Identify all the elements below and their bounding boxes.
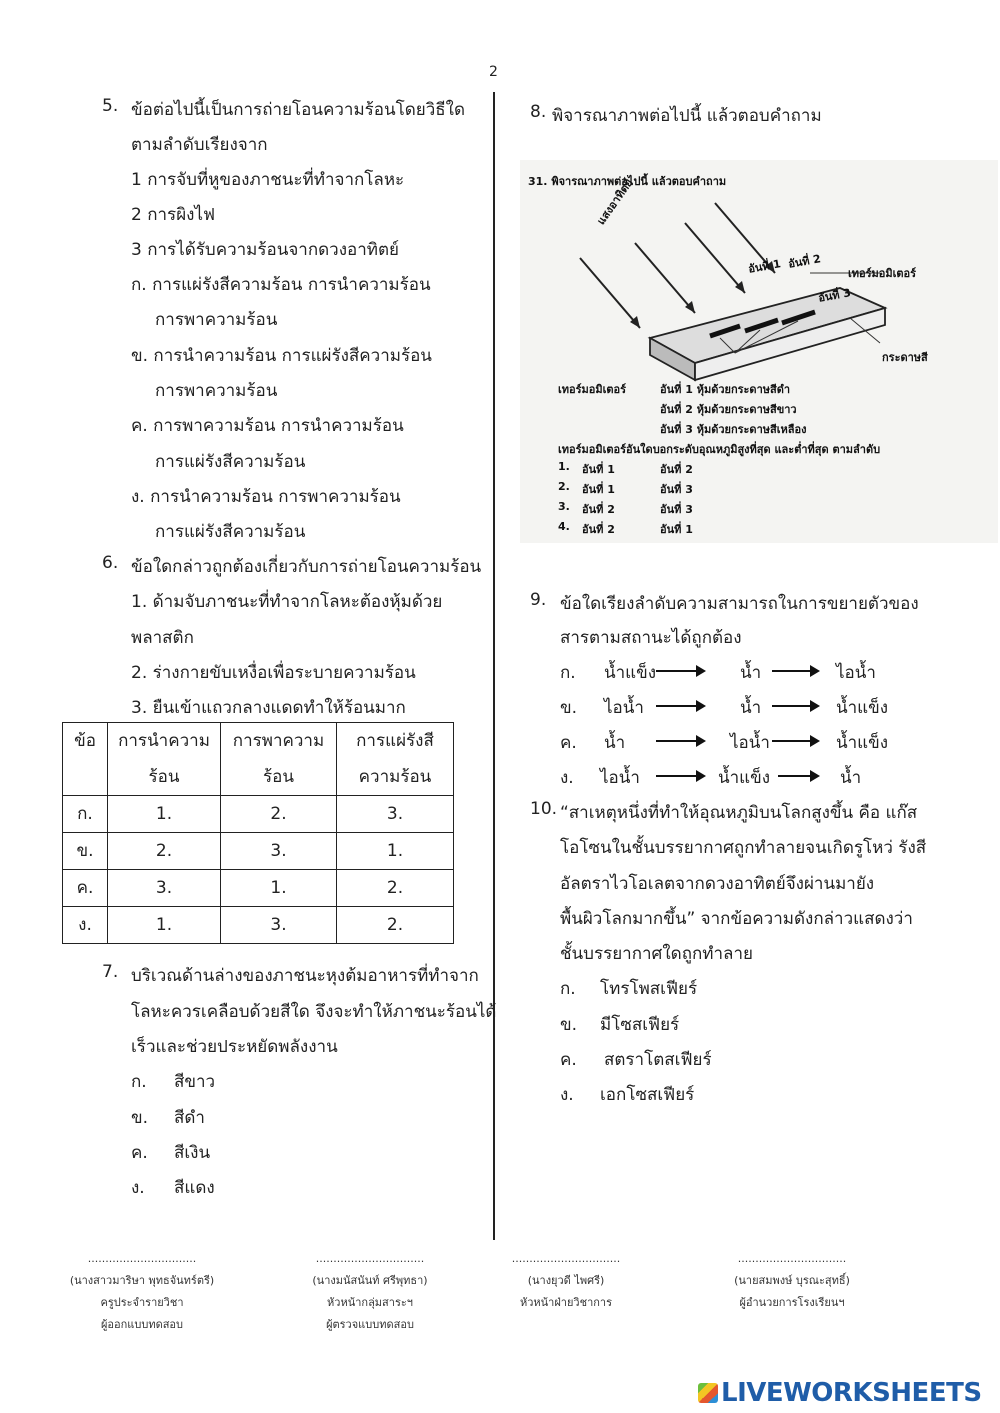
legend-item: อันที่ 3 หุ้มด้วยกระดาษสีเหลือง	[660, 423, 807, 436]
q7-option-b-label: ข.	[131, 1108, 149, 1128]
choice-number: 1.	[558, 460, 570, 473]
q7-option-a-label: ก.	[131, 1072, 147, 1092]
arrow-right-icon	[656, 740, 704, 742]
signature-role: หัวหน้ากลุ่มสาระฯ	[327, 1296, 413, 1309]
signature-role: ผู้ออกแบบทดสอบ	[100, 1318, 184, 1331]
signature-role: หัวหน้าฝ่ายวิชาการ	[519, 1296, 612, 1309]
q7-option-b[interactable]: สีดำ	[174, 1108, 205, 1128]
signature-block	[712, 1248, 872, 1314]
q10-option-d-label: ง.	[560, 1085, 574, 1105]
q8-question: พิจารณาภาพต่อไปนี้ แล้วตอบคำถาม	[552, 106, 822, 126]
choice-a[interactable]: อันที่ 2	[582, 503, 615, 516]
choice-b[interactable]: อันที่ 3	[660, 483, 693, 496]
cell-text: 2.	[386, 878, 404, 898]
signature-dots: ...............................	[511, 1252, 621, 1265]
q10-option-b[interactable]: มีโซสเฟียร์	[600, 1015, 680, 1035]
arrow-right-icon	[656, 705, 704, 707]
signature-block	[486, 1248, 646, 1314]
q10-line: โอโซนในชั้นบรรยากาศถูกทำลายจนเกิดรูโหว่ รังสี	[560, 838, 927, 858]
q9-b-state2[interactable]: น้ำ	[740, 698, 762, 718]
cell-text: ค.	[76, 878, 94, 898]
q6-item2: 2. ร่างกายขับเหงื่อเพื่อระบายความร้อน	[131, 663, 416, 683]
arrow-right-icon	[772, 740, 818, 742]
header-text: การนำความ	[118, 731, 210, 751]
table-cell	[337, 907, 454, 944]
table-cell	[108, 796, 221, 833]
choice-a[interactable]: อันที่ 1	[582, 483, 615, 496]
cell-text: 3.	[155, 878, 173, 898]
signature-block	[290, 1248, 450, 1336]
page-number: 2	[489, 64, 498, 80]
arrow-right-icon	[772, 705, 818, 707]
q10-option-d[interactable]: เอกโซสเฟียร์	[600, 1085, 695, 1105]
table-cell	[108, 907, 221, 944]
q7-option-a[interactable]: สีขาว	[174, 1072, 216, 1092]
table-cell	[63, 870, 108, 907]
signature-role: ผู้ตรวจแบบทดสอบ	[326, 1318, 414, 1331]
table-header-cell	[221, 723, 337, 796]
table-header-cell	[108, 723, 221, 796]
table-cell	[337, 870, 454, 907]
q9-question-line2: สารตามสถานะได้ถูกต้อง	[560, 628, 742, 648]
column-divider	[493, 92, 495, 1240]
liveworksheets-logo[interactable]	[698, 1377, 982, 1409]
table-cell	[63, 833, 108, 870]
legend-item: อันที่ 1 หุ้มด้วยกระดาษสีดำ	[660, 383, 791, 396]
figure-thermo-1-label: อันที่ 1	[747, 257, 782, 276]
sunlight-label: แสงอาทิตย์	[594, 176, 636, 228]
signature-name: (นางสาวมาริษา พุทธจันทร์ตรี)	[69, 1274, 215, 1287]
signature-name: (นางยุวดี ไพศรี)	[527, 1274, 605, 1287]
choice-number: 4.	[558, 520, 570, 533]
cell-text: 3.	[270, 841, 287, 861]
q5-item: 1 การจับที่หูของภาชนะที่ทำจากโลหะ	[131, 170, 405, 190]
q10-line: “สาเหตุหนึ่งที่ทำให้อุณหภูมิบนโลกสูงขึ้น คือ แก๊ส	[560, 803, 918, 823]
q7-question-line2: โลหะควรเคลือบด้วยสีใด จึงจะทำให้ภาชนะร้อนได้	[131, 1002, 497, 1022]
colored-paper-label: กระดาษสี	[882, 351, 928, 364]
table-cell	[221, 796, 337, 833]
header-text: ร้อน	[148, 767, 180, 787]
q7-option-c-label: ค.	[131, 1143, 148, 1163]
table-row[interactable]	[63, 796, 454, 833]
q10-number: 10.	[530, 799, 558, 819]
signature-dots: ...............................	[315, 1252, 425, 1265]
table-cell	[337, 833, 454, 870]
q9-d-state2[interactable]: น้ำแข็ง	[718, 768, 771, 788]
table-header-cell	[337, 723, 454, 796]
choice-number: 2.	[558, 480, 570, 493]
table-row[interactable]	[63, 833, 454, 870]
q6-item1: 1. ด้ามจับภาชนะที่ทำจากโลหะต้องหุ้มด้วย	[131, 592, 443, 612]
signature-block	[62, 1248, 222, 1336]
table-cell	[337, 796, 454, 833]
q9-d-state3[interactable]: น้ำ	[840, 768, 862, 788]
signature-dots: ...............................	[737, 1252, 847, 1265]
cell-text: 2.	[155, 841, 173, 861]
q9-c-state3[interactable]: น้ำแข็ง	[836, 733, 889, 753]
header-text: การพาความ	[232, 731, 325, 751]
q9-a-state3[interactable]: ไอน้ำ	[836, 663, 876, 683]
cell-text: 1.	[155, 804, 173, 824]
q9-c-state1[interactable]: น้ำ	[604, 733, 626, 753]
q9-b-state1[interactable]: ไอน้ำ	[604, 698, 644, 718]
table-row[interactable]	[63, 907, 454, 944]
q7-option-c[interactable]: สีเงิน	[174, 1143, 211, 1163]
q10-option-c[interactable]: สตราโตสเฟียร์	[604, 1050, 712, 1070]
table-header-row	[63, 723, 454, 796]
figure-thermo-2-label: อันที่ 2	[787, 252, 822, 271]
signature-role: ครูประจำรายวิชา	[100, 1296, 184, 1309]
table-cell	[108, 833, 221, 870]
q5-item: 2 การผิงไฟ	[131, 205, 216, 225]
q5-number: 5.	[102, 96, 119, 116]
table-cell	[63, 907, 108, 944]
q9-question-line1: ข้อใดเรียงลำดับความสามารถในการขยายตัวของ	[560, 594, 919, 614]
q9-option-d-label: ง.	[560, 768, 574, 788]
header-text: ร้อน	[263, 767, 294, 787]
q5-option-c[interactable]: ค. การพาความร้อน การนำความร้อน	[131, 416, 404, 436]
arrow-right-icon	[656, 775, 704, 777]
q9-option-b-label: ข.	[560, 698, 578, 718]
q5-option-b[interactable]: ข. การนำความร้อน การแผ่รังสีความร้อน	[131, 346, 432, 366]
q7-option-d-label: ง.	[131, 1178, 145, 1198]
q5-option-b-cont: การพาความร้อน	[155, 381, 278, 401]
q6-item1-cont: พลาสติก	[131, 628, 194, 648]
header-text: ข้อ	[74, 731, 96, 751]
table-cell	[221, 833, 337, 870]
table-cell	[108, 870, 221, 907]
q5-question-line1: ข้อต่อไปนี้เป็นการถ่ายโอนความร้อนโดยวิธีใด	[131, 100, 466, 120]
q8-number: 8.	[530, 102, 547, 122]
cell-text: 3.	[386, 804, 404, 824]
legend-head: เทอร์มอมิเตอร์	[558, 383, 627, 396]
table-cell	[221, 907, 337, 944]
q5-option-d-cont: การแผ่รังสีความร้อน	[155, 522, 306, 542]
q10-line: อัลตราไวโอเลตจากดวงอาทิตย์จึงผ่านมายัง	[560, 874, 875, 894]
arrow-right-icon	[778, 775, 818, 777]
cell-text: ข.	[76, 841, 94, 861]
q10-option-c-label: ค.	[560, 1050, 577, 1070]
q10-option-a-label: ก.	[560, 979, 576, 999]
header-text: การแผ่รังสี	[356, 731, 434, 751]
q7-option-d[interactable]: สีแดง	[174, 1178, 215, 1198]
legend-item: อันที่ 2 หุ้มด้วยกระดาษสีขาว	[660, 403, 797, 416]
q10-line: พื้นผิวโลกมากขึ้น” จากข้อความดังกล่าวแสดงว่า	[560, 909, 913, 929]
signature-dots: ...............................	[87, 1252, 197, 1265]
q9-b-state3[interactable]: น้ำแข็ง	[836, 698, 889, 718]
header-text: ความร้อน	[358, 767, 432, 787]
choice-a[interactable]: อันที่ 1	[582, 463, 615, 476]
q5-option-a-cont: การพาความร้อน	[155, 310, 278, 330]
q10-option-b-label: ข.	[560, 1015, 578, 1035]
figure-thermo-3-label: อันที่ 3	[817, 286, 852, 305]
q5-item: 3 การได้รับความร้อนจากดวงอาทิตย์	[131, 240, 399, 260]
table-header-cell	[63, 723, 108, 796]
arrow-right-icon	[772, 670, 818, 672]
q9-d-state1[interactable]: ไอน้ำ	[600, 768, 640, 788]
table-row[interactable]	[63, 870, 454, 907]
q9-c-state2[interactable]: ไอน้ำ	[730, 733, 770, 753]
signature-role: ผู้อำนวยการโรงเรียนฯ	[739, 1296, 845, 1309]
q7-question-line3: เร็วและช่วยประหยัดพลังงาน	[131, 1037, 338, 1057]
q8-figure	[520, 160, 998, 543]
signature-name: (นางมนัสนันท์ ศรีพุทธา)	[312, 1274, 428, 1287]
q10-line: ชั้นบรรยากาศใดถูกทำลาย	[560, 944, 753, 964]
book-thermometer-diagram	[520, 188, 998, 398]
arrow-right-icon	[656, 670, 704, 672]
q9-number: 9.	[530, 590, 547, 610]
q6-question: ข้อใดกล่าวถูกต้องเกี่ยวกับการถ่ายโอนความร้อน	[131, 557, 482, 577]
q5-question-line2: ตามลำดับเรียงจาก	[131, 135, 268, 155]
q9-a-state2[interactable]: น้ำ	[740, 663, 762, 683]
cell-text: 1.	[386, 841, 404, 861]
cell-text: 1.	[155, 915, 173, 935]
choice-a[interactable]: อันที่ 2	[582, 523, 615, 536]
q5-option-a[interactable]: ก. การแผ่รังสีความร้อน การนำความร้อน	[131, 275, 431, 295]
q6-answer-table	[62, 722, 454, 944]
cell-text: 3.	[270, 915, 287, 935]
figure-question: เทอร์มอมิเตอร์อันใดบอกระดับอุณหภูมิสูงที่สุด และต่ำที่สุด ตามลำดับ	[558, 443, 881, 456]
cell-text: ก.	[77, 804, 93, 824]
cell-text: 2.	[270, 804, 287, 824]
q6-item3: 3. ยืนเข้าแถวกลางแดดทำให้ร้อนมาก	[131, 698, 406, 718]
choice-b[interactable]: อันที่ 3	[660, 503, 693, 516]
cell-text: ง.	[78, 915, 92, 935]
figure-title: 31. พิจารณาภาพต่อไปนี้ แล้วตอบคำถาม	[528, 175, 727, 188]
signature-name: (นายสมพงษ์ บุรณะสุทธิ์)	[734, 1274, 850, 1287]
choice-b[interactable]: อันที่ 2	[660, 463, 693, 476]
choice-number: 3.	[558, 500, 570, 513]
logo-text: LIVEWORKSHEETS	[721, 1378, 982, 1408]
q7-number: 7.	[102, 962, 119, 982]
q9-option-c-label: ค.	[560, 733, 577, 753]
cell-text: 1.	[270, 878, 287, 898]
cell-text: 2.	[386, 915, 404, 935]
thermometer-label: เทอร์มอมิเตอร์	[848, 267, 917, 280]
q5-option-c-cont: การแผ่รังสีความร้อน	[155, 452, 306, 472]
liveworksheets-logo-icon	[698, 1383, 718, 1403]
q9-a-state1[interactable]: น้ำแข็ง	[604, 663, 657, 683]
q7-question-line1: บริเวณด้านล่างของภาชนะหุงต้มอาหารที่ทำจาก	[131, 966, 479, 986]
q10-option-a[interactable]: โทรโพสเฟียร์	[600, 979, 698, 999]
table-cell	[221, 870, 337, 907]
table-cell	[63, 796, 108, 833]
choice-b[interactable]: อันที่ 1	[660, 523, 693, 536]
q9-option-a-label: ก.	[560, 663, 576, 683]
q6-number: 6.	[102, 553, 119, 573]
q5-option-d[interactable]: ง. การนำความร้อน การพาความร้อน	[131, 487, 401, 507]
